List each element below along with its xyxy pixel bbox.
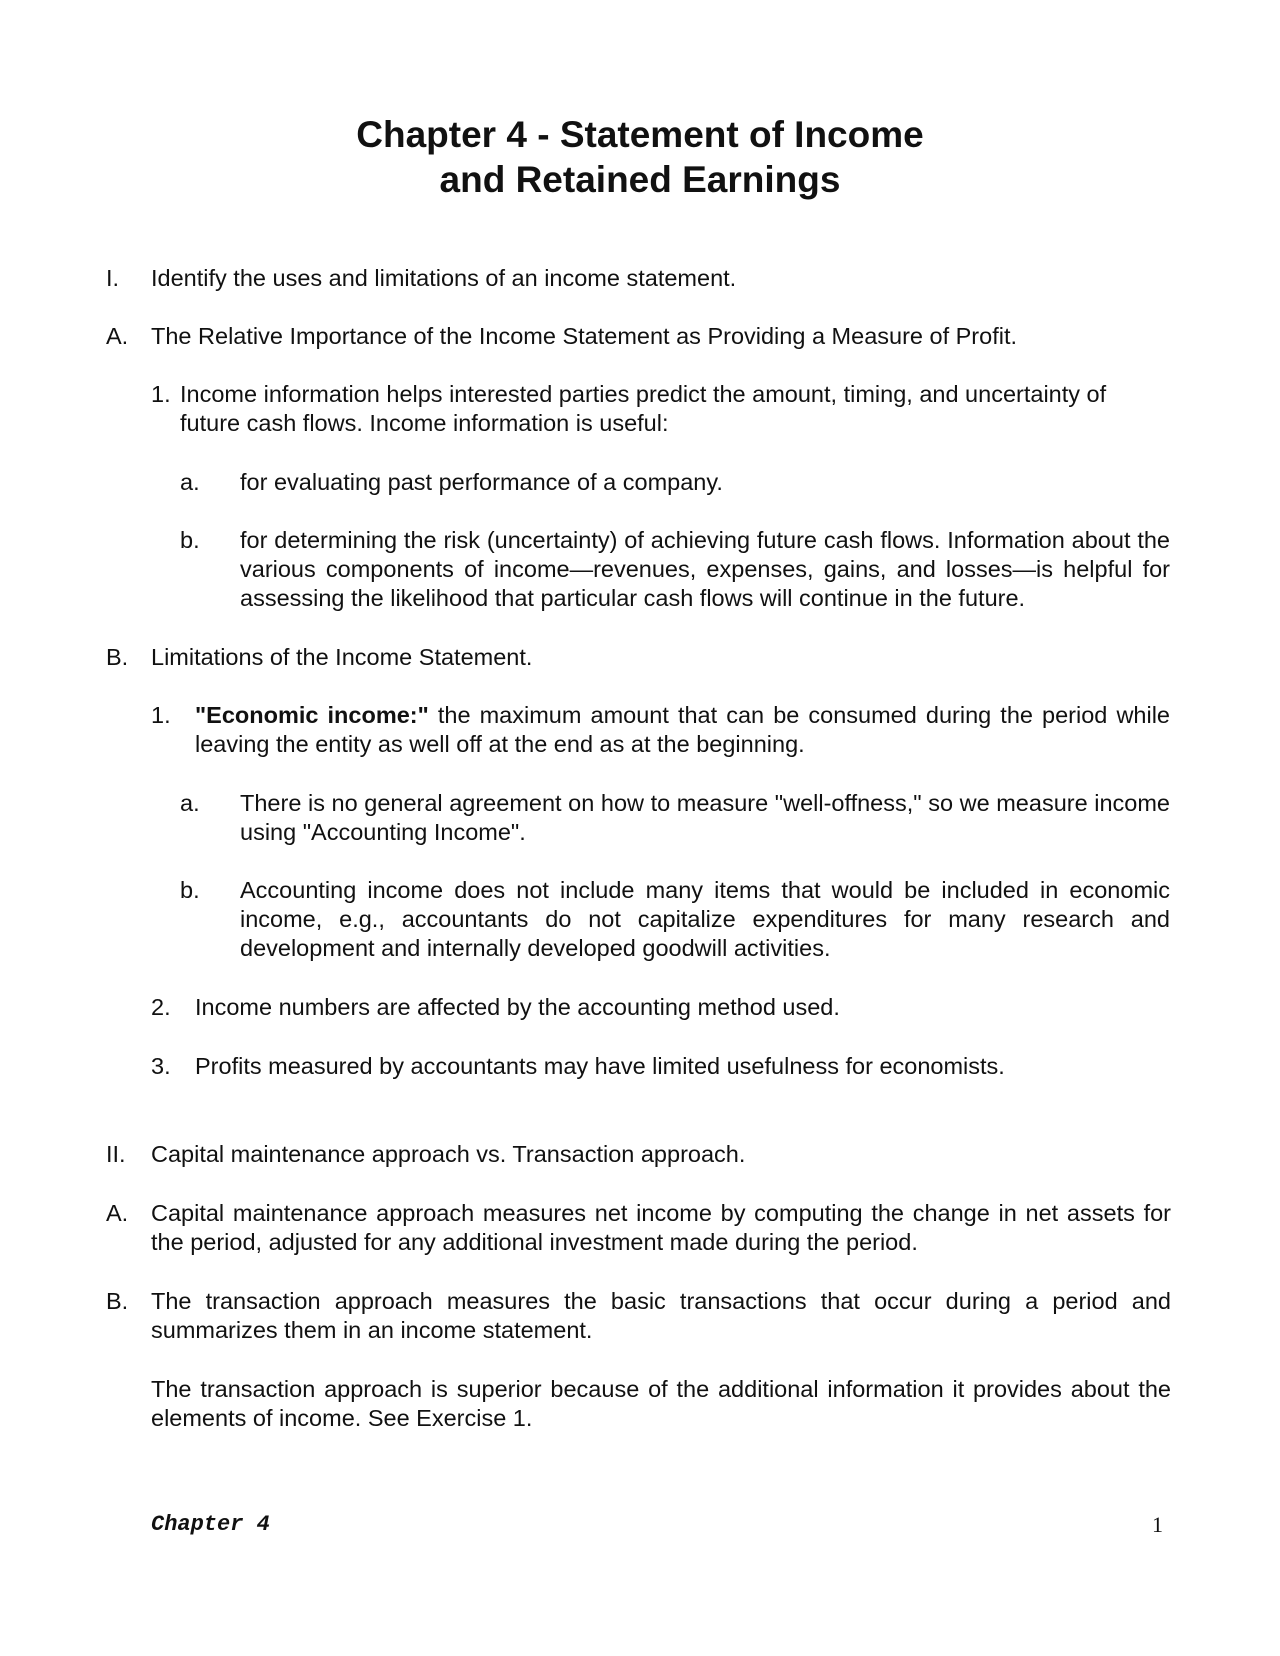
item-B1a-text: There is no general agreement on how to measure "well-offness," so we measure income using "Accounting Income". xyxy=(240,790,1170,845)
item-A-marker: A. xyxy=(106,323,129,349)
item-A1a-text: for evaluating past performance of a company. xyxy=(240,469,723,495)
item-IIB-note: The transaction approach is superior because of the additional information it provides about the elements of income. See Exercise 1. xyxy=(151,1376,1171,1431)
section-2-heading: Capital maintenance approach vs. Transaction approach. xyxy=(151,1141,746,1167)
chapter-title-line-2: and Retained Earnings xyxy=(439,159,841,200)
section-2-marker: II. xyxy=(106,1141,126,1167)
chapter-title-line-1: Chapter 4 - Statement of Income xyxy=(356,114,924,155)
item-IIA-marker: A. xyxy=(106,1200,129,1226)
item-A-text: The Relative Importance of the Income Statement as Providing a Measure of Profit. xyxy=(151,323,1018,349)
item-B1-text xyxy=(195,701,1170,759)
section-1-heading: Identify the uses and limitations of an income statement. xyxy=(151,265,737,291)
footer-page-number: 1 xyxy=(1152,1512,1163,1537)
item-B1b-marker: b. xyxy=(180,877,200,903)
item-IIB-marker: B. xyxy=(106,1288,129,1314)
item-A1b-marker: b. xyxy=(180,527,200,553)
footer-chapter-label: Chapter 4 xyxy=(151,1512,270,1537)
item-A1-text: Income information helps interested parties predict the amount, timing, and uncertainty of future cash flows. Income information is useful: xyxy=(180,381,1107,436)
item-B1b-text: Accounting income does not include many items that would be included in economic income, e.g., accountants do not capitalize expenditures for many research and development and internally developed goodwill activities. xyxy=(240,877,1170,961)
item-B1-marker: 1. xyxy=(151,702,171,728)
item-A1a-marker: a. xyxy=(180,469,200,495)
item-B-text: Limitations of the Income Statement. xyxy=(151,644,533,670)
economic-income-definition: the maximum amount that can be consumed during the period while leaving the entity as well off at the end as at the beginning. xyxy=(195,702,1170,757)
item-B3-text: Profits measured by accountants may have limited usefulness for economists. xyxy=(195,1053,1005,1079)
item-B2-marker: 2. xyxy=(151,994,171,1020)
section-1-marker: I. xyxy=(106,265,120,291)
item-B2-text: Income numbers are affected by the accounting method used. xyxy=(195,994,840,1020)
item-A1b-text: for determining the risk (uncertainty) of achieving future cash flows. Information about the various components of income—revenues, expenses, gains, and losses—is helpful for assessing the likelihood that particular cash flows will continue in the future. xyxy=(240,527,1170,611)
item-IIB-text: The transaction approach measures the basic transactions that occur during a period and summarizes them in an income statement. xyxy=(151,1288,1171,1343)
item-A1-marker: 1. xyxy=(151,381,171,407)
item-B1a-marker: a. xyxy=(180,790,200,816)
item-IIA-text: Capital maintenance approach measures net income by computing the change in net assets for the period, adjusted for any additional investment made during the period. xyxy=(151,1200,1171,1255)
item-B-marker: B. xyxy=(106,644,129,670)
economic-income-term: "Economic income:" xyxy=(195,702,429,728)
item-B3-marker: 3. xyxy=(151,1053,171,1079)
